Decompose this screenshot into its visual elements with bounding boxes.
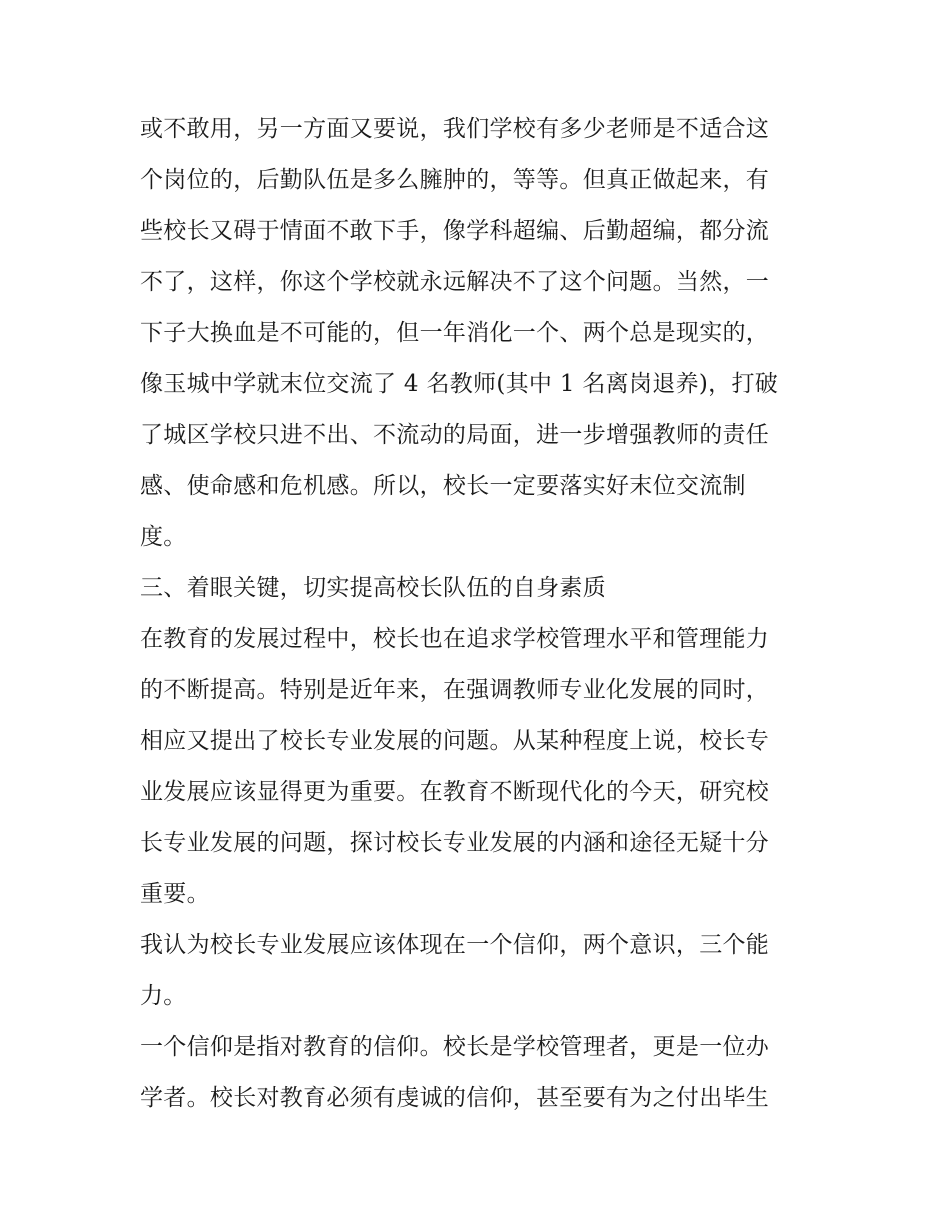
text-line-16: 重要。 bbox=[140, 881, 210, 907]
text-line-6: 像玉城中学就末位交流了 4 名教师(其中 1 名离岗退养)，打破 bbox=[140, 371, 779, 397]
text-line-8: 感、使命感和危机感。所以，校长一定要落实好末位交流制 bbox=[140, 473, 746, 499]
body-text bbox=[140, 104, 820, 1124]
text-line-2: 个岗位的，后勤队伍是多么臃肿的，等等。但真正做起来，有 bbox=[140, 167, 770, 193]
text-line-14: 业发展应该显得更为重要。在教育不断现代化的今天，研究校 bbox=[140, 779, 770, 805]
text-line-9: 度。 bbox=[140, 524, 187, 550]
text-line-4: 不了，这样，你这个学校就永远解决不了这个问题。当然，一 bbox=[140, 269, 770, 295]
section-heading: 三、着眼关键，切实提高校长队伍的自身素质 bbox=[140, 575, 606, 601]
text-line-5: 下子大换血是不可能的，但一年消化一个、两个总是现实的， bbox=[140, 320, 770, 346]
text-line-20: 学者。校长对教育必须有虔诚的信仰，甚至要有为之付出毕生 bbox=[140, 1085, 770, 1111]
text-line-11: 在教育的发展过程中，校长也在追求学校管理水平和管理能力 bbox=[140, 626, 770, 652]
text-line-7: 了城区学校只进不出、不流动的局面，进一步增强教师的责任 bbox=[140, 422, 770, 448]
text-line-13: 相应又提出了校长专业发展的问题。从某种程度上说，校长专 bbox=[140, 728, 770, 754]
text-line-17: 我认为校长专业发展应该体现在一个信仰，两个意识，三个能 bbox=[140, 932, 770, 958]
text-line-19: 一个信仰是指对教育的信仰。校长是学校管理者，更是一位办 bbox=[140, 1034, 770, 1060]
text-line-12: 的不断提高。特别是近年来，在强调教师专业化发展的同时， bbox=[140, 677, 770, 703]
text-line-15: 长专业发展的问题，探讨校长专业发展的内涵和途径无疑十分 bbox=[140, 830, 770, 856]
text-line-1: 或不敢用，另一方面又要说，我们学校有多少老师是不适合这 bbox=[140, 116, 770, 142]
text-line-3: 些校长又碍于情面不敢下手，像学科超编、后勤超编，都分流 bbox=[140, 218, 770, 244]
text-line-18: 力。 bbox=[140, 983, 187, 1009]
